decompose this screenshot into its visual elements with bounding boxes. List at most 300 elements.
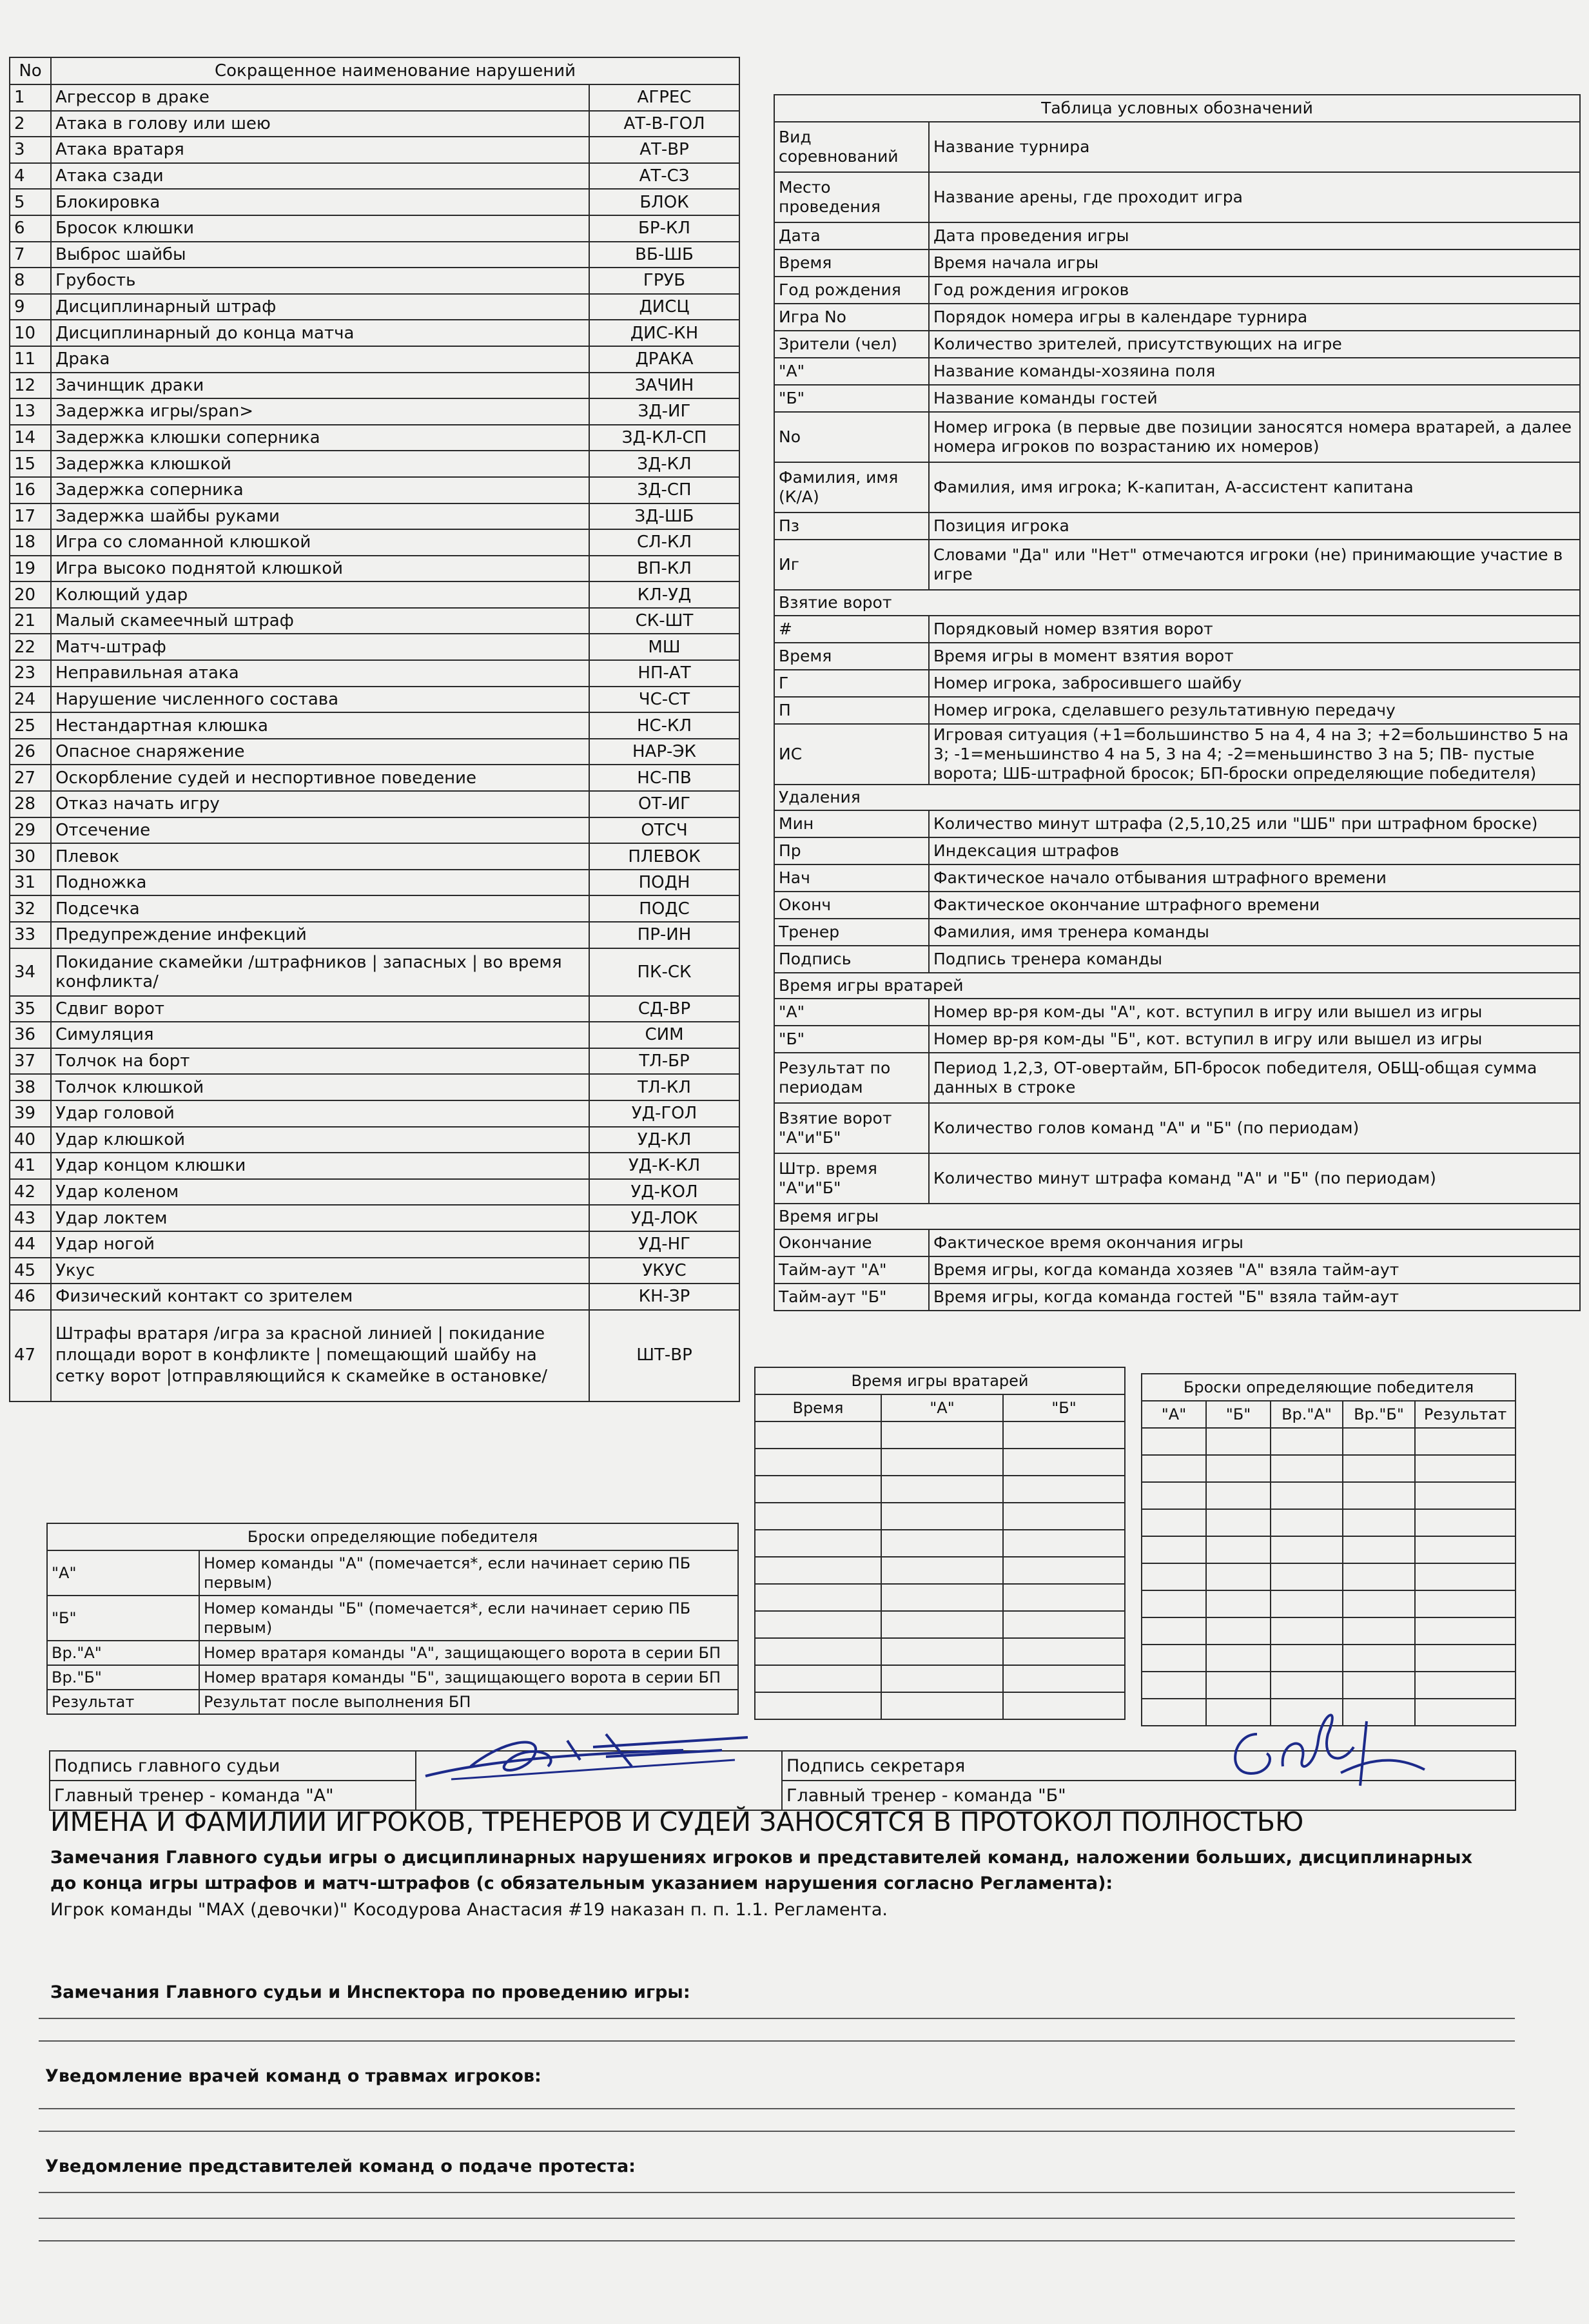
shootout-grid-cell[interactable] [1415, 1428, 1516, 1455]
table-row [774, 590, 1580, 616]
shootout-grid-cell[interactable] [1271, 1645, 1343, 1672]
table-row [774, 785, 1580, 810]
gk-grid-cell[interactable] [1003, 1665, 1125, 1692]
violation-code: УД-КЛ [589, 1127, 739, 1153]
gk-grid-cell[interactable] [755, 1449, 881, 1476]
violation-code: НС-КЛ [589, 712, 739, 739]
shootout-legend-title: Броски определяющие победителя [47, 1523, 738, 1550]
table-row [755, 1503, 1125, 1530]
shootout-grid-cell[interactable] [1206, 1482, 1271, 1509]
violation-name: Подножка [51, 870, 589, 896]
remarks-entry[interactable]: Игрок команды "МАХ (девочки)" Косодурова Анастасия #19 наказан п. п. 1.1. Регламента. [50, 1900, 888, 1920]
gk-grid-cell[interactable] [881, 1611, 1003, 1638]
violation-name: Отказ начать игру [51, 791, 589, 817]
violation-number: 37 [10, 1048, 51, 1075]
shootout-grid-cell[interactable] [1271, 1563, 1343, 1590]
legend-value: Порядок номера игры в календаре турнира [929, 304, 1580, 331]
shootout-grid-cell[interactable] [1415, 1672, 1516, 1699]
violation-code: ПОДН [589, 870, 739, 896]
gk-grid-cell[interactable] [1003, 1611, 1125, 1638]
shootout-grid-cell[interactable] [1343, 1617, 1415, 1645]
violation-name: Толчок на борт [51, 1048, 589, 1075]
gk-grid-cell[interactable] [1003, 1449, 1125, 1476]
table-row [755, 1638, 1125, 1665]
violation-number: 19 [10, 556, 51, 582]
violation-number: 3 [10, 137, 51, 163]
violation-name: Задержка клюшкой [51, 451, 589, 477]
violation-number: 18 [10, 529, 51, 556]
violation-number: 20 [10, 581, 51, 608]
violation-name: Штрафы вратаря /игра за красной линией | покидание площади ворот в конфликте | помещающий шайбу на сетку ворот |отправляющийся к скамейке в остановке/ [51, 1310, 589, 1401]
table-row [10, 1127, 739, 1153]
full-names-notice: ИМЕНА И ФАМИЛИИ ИГРОКОВ, ТРЕНЕРОВ И СУДЕЙ ЗАНОСЯТСЯ В ПРОТОКОЛ ПОЛНОСТЬЮ [50, 1806, 1304, 1837]
shootout-grid-cell[interactable] [1142, 1482, 1206, 1509]
table-row [774, 249, 1580, 277]
legend-value: Количество минут штрафа команд "А" и "Б" (по периодам) [929, 1153, 1580, 1204]
violation-name: Сдвиг ворот [51, 996, 589, 1022]
coach-b-label: Главный тренер - команда "Б" [782, 1781, 1516, 1810]
violation-number: 14 [10, 425, 51, 451]
table-row [10, 765, 739, 791]
shootout-grid-cell[interactable] [1142, 1672, 1206, 1699]
gk-grid-cell[interactable] [881, 1665, 1003, 1692]
shootout-legend-table [46, 1523, 739, 1715]
table-row [774, 892, 1580, 919]
shootout-grid-cell[interactable] [1206, 1617, 1271, 1645]
table-row [774, 946, 1580, 973]
gk-section-title: Время игры вратарей [774, 973, 1580, 999]
legend-key: Год рождения [774, 277, 929, 304]
violation-code: СД-ВР [589, 996, 739, 1022]
violation-number: 1 [10, 84, 51, 111]
shootout-grid-cell[interactable] [1206, 1672, 1271, 1699]
violation-code: ЗД-ИГ [589, 398, 739, 425]
violation-name: Атака вратаря [51, 137, 589, 163]
legend-value: Название команды-хозяина поля [929, 358, 1580, 385]
gk-grid-cell[interactable] [1003, 1638, 1125, 1665]
shootout-grid-cell[interactable] [1343, 1563, 1415, 1590]
table-row [755, 1530, 1125, 1557]
violation-number: 16 [10, 477, 51, 503]
gk-grid-cell[interactable] [881, 1584, 1003, 1611]
table-row [47, 1641, 738, 1665]
shootout-grid-cell[interactable] [1142, 1645, 1206, 1672]
violation-code: МШ [589, 634, 739, 660]
table-row [10, 843, 739, 870]
gk-grid-cell[interactable] [1003, 1584, 1125, 1611]
gk-grid-cell[interactable] [755, 1584, 881, 1611]
table-row [1142, 1645, 1516, 1672]
legend-value: Время игры, когда команда гостей "Б" взяла тайм-аут [929, 1284, 1580, 1311]
shootout-grid-header: Вр."А" [1271, 1401, 1343, 1428]
table-row [774, 697, 1580, 724]
violation-code: ЗД-КЛ-СП [589, 425, 739, 451]
gk-grid-header: Время [755, 1394, 881, 1421]
table-row [10, 189, 739, 215]
table-row [774, 540, 1580, 590]
legend-key: "А" [774, 358, 929, 385]
table-row [774, 95, 1580, 122]
shootout-grid-cell[interactable] [1206, 1563, 1271, 1590]
table-row [774, 1284, 1580, 1311]
table-row [47, 1665, 738, 1690]
table-row [755, 1665, 1125, 1692]
table-row [10, 137, 739, 163]
shootout-grid-cell[interactable] [1142, 1563, 1206, 1590]
table-row [1142, 1482, 1516, 1509]
shootout-grid-cell[interactable] [1271, 1428, 1343, 1455]
legend-value: Номер вр-ря ком-ды "А", кот. вступил в игру или вышел из игры [929, 999, 1580, 1026]
protest-line-2[interactable] [39, 2218, 1515, 2219]
violation-code: ПР-ИН [589, 922, 739, 948]
legend-value: Период 1,2,3, ОТ-овертайм, БП-бросок победителя, ОБЩ-общая сумма данных в строке [929, 1053, 1580, 1103]
table-row [10, 529, 739, 556]
violation-name: Покидание скамейки /штрафников | запасных | во время конфликта/ [51, 948, 589, 996]
legend-value: Индексация штрафов [929, 837, 1580, 864]
legend-key: Взятие ворот "А"и"Б" [774, 1103, 929, 1153]
shootout-grid-cell[interactable] [1142, 1455, 1206, 1482]
shootout-grid-cell[interactable] [1343, 1536, 1415, 1563]
table-row [10, 242, 739, 268]
violation-code: ЗД-ШБ [589, 503, 739, 530]
table-row [1142, 1672, 1516, 1699]
gk-grid-cell[interactable] [755, 1476, 881, 1503]
gk-grid-cell[interactable] [755, 1421, 881, 1449]
table-row [10, 425, 739, 451]
table-row [1142, 1428, 1516, 1455]
legend-key: Результат по периодам [774, 1053, 929, 1103]
table-row [774, 1204, 1580, 1229]
shootout-grid-cell[interactable] [1343, 1482, 1415, 1509]
shootout-legend-key: "А" [47, 1550, 199, 1596]
table-row [10, 451, 739, 477]
shootout-grid-cell[interactable] [1271, 1590, 1343, 1617]
table-row [10, 1205, 739, 1231]
violation-number: 33 [10, 922, 51, 948]
table-row [10, 111, 739, 137]
shootout-grid-header: "А" [1142, 1401, 1206, 1428]
shootout-grid-cell[interactable] [1142, 1590, 1206, 1617]
legend-value: Номер игрока, забросившего шайбу [929, 670, 1580, 697]
shootout-grid-cell[interactable] [1206, 1428, 1271, 1455]
gk-grid-cell[interactable] [881, 1421, 1003, 1449]
table-row [10, 503, 739, 530]
legend-value: Фактическое время окончания игры [929, 1229, 1580, 1256]
table-row [755, 1692, 1125, 1719]
gk-grid-header: "А" [881, 1394, 1003, 1421]
legend-value: Фактическое начало отбывания штрафного времени [929, 864, 1580, 892]
gk-grid-cell[interactable] [755, 1665, 881, 1692]
violation-number: 12 [10, 373, 51, 399]
violation-name: Игра высоко поднятой клюшкой [51, 556, 589, 582]
shootout-grid-cell[interactable] [1343, 1509, 1415, 1536]
violation-name: Удар концом клюшки [51, 1153, 589, 1179]
violation-name: Малый скамеечный штраф [51, 608, 589, 634]
protest-line-3[interactable] [39, 2240, 1515, 2241]
gk-grid-cell[interactable] [755, 1611, 881, 1638]
violation-name: Матч-штраф [51, 634, 589, 660]
shootout-grid-cell[interactable] [1343, 1455, 1415, 1482]
violation-name: Удар клюшкой [51, 1127, 589, 1153]
table-row [774, 864, 1580, 892]
shootout-grid-header: Вр."Б" [1343, 1401, 1415, 1428]
legend-value: Количество зрителей, присутствующих на игре [929, 331, 1580, 358]
table-row [10, 477, 739, 503]
shootout-grid-cell[interactable] [1206, 1590, 1271, 1617]
shootout-legend-key: Вр."А" [47, 1641, 199, 1665]
shootout-grid-cell[interactable] [1343, 1672, 1415, 1699]
table-row [10, 268, 739, 294]
violation-code: ТЛ-КЛ [589, 1074, 739, 1100]
violation-number: 39 [10, 1100, 51, 1127]
violation-number: 24 [10, 687, 51, 713]
table-row [1142, 1374, 1516, 1401]
shootout-grid-cell[interactable] [1206, 1645, 1271, 1672]
shootout-legend-key: Результат [47, 1690, 199, 1714]
legend-value: Номер игрока, сделавшего результативную передачу [929, 697, 1580, 724]
shootout-grid-cell[interactable] [1343, 1645, 1415, 1672]
violation-name: Удар головой [51, 1100, 589, 1127]
gk-grid-cell[interactable] [1003, 1503, 1125, 1530]
table-row [1142, 1536, 1516, 1563]
violations-table [9, 57, 740, 1402]
shootout-grid-cell[interactable] [1271, 1617, 1343, 1645]
gk-grid-cell[interactable] [755, 1503, 881, 1530]
violation-code: ОТ-ИГ [589, 791, 739, 817]
table-row [755, 1367, 1125, 1394]
shootout-grid-cell[interactable] [1142, 1617, 1206, 1645]
protest-line-1[interactable] [39, 2192, 1515, 2193]
violation-code: ЗАЧИН [589, 373, 739, 399]
shootout-grid-cell[interactable] [1343, 1428, 1415, 1455]
table-row [10, 320, 739, 346]
shootout-grid-cell[interactable] [1415, 1645, 1516, 1672]
inspector-line-1[interactable] [39, 2018, 1515, 2019]
table-row [774, 412, 1580, 462]
violation-name: Укус [51, 1258, 589, 1284]
gk-time-grid [754, 1367, 1126, 1720]
table-row [755, 1421, 1125, 1449]
shootout-legend-value: Номер команды "Б" (помечается*, если начинает серию ПБ первым) [199, 1596, 738, 1641]
table-row [774, 810, 1580, 837]
table-row [10, 608, 739, 634]
violation-code: УД-НГ [589, 1231, 739, 1258]
table-row [10, 1074, 739, 1100]
table-row [755, 1394, 1125, 1421]
legend-value: Номер игрока (в первые две позиции заносятся номера вратарей, а далее номера игроков по возрастанию их номеров) [929, 412, 1580, 462]
shootout-grid-cell[interactable] [1415, 1455, 1516, 1482]
shootout-grid-cell[interactable] [1206, 1536, 1271, 1563]
gk-grid-cell[interactable] [1003, 1557, 1125, 1584]
shootout-grid-cell[interactable] [1343, 1590, 1415, 1617]
violation-name: Отсечение [51, 817, 589, 844]
shootout-grid-cell[interactable] [1142, 1509, 1206, 1536]
gk-grid-cell[interactable] [881, 1557, 1003, 1584]
referee-signature-icon [413, 1715, 774, 1792]
legend-key: # [774, 616, 929, 643]
table-row [47, 1596, 738, 1641]
legend-value: Название турнира [929, 122, 1580, 172]
violation-number: 2 [10, 111, 51, 137]
table-row [774, 1153, 1580, 1204]
violation-name: Блокировка [51, 189, 589, 215]
violation-code: ЗД-КЛ [589, 451, 739, 477]
gk-grid-cell[interactable] [1003, 1421, 1125, 1449]
shootout-grid-cell[interactable] [1415, 1482, 1516, 1509]
gk-grid-title: Время игры вратарей [755, 1367, 1125, 1394]
table-row [10, 1048, 739, 1075]
shootout-grid-cell[interactable] [1271, 1482, 1343, 1509]
penalties-section-title: Удаления [774, 785, 1580, 810]
gk-grid-cell[interactable] [755, 1638, 881, 1665]
shootout-grid-cell[interactable] [1142, 1536, 1206, 1563]
gk-grid-cell[interactable] [881, 1638, 1003, 1665]
shootout-grid-cell[interactable] [1415, 1536, 1516, 1563]
header-name: Сокращенное наименование нарушений [51, 57, 739, 84]
violation-number: 22 [10, 634, 51, 660]
shootout-legend-value: Номер команды "А" (помечается*, если начинает серию ПБ первым) [199, 1550, 738, 1596]
secretary-signature-icon [1212, 1695, 1431, 1805]
table-row [755, 1476, 1125, 1503]
legend-key: Тренер [774, 919, 929, 946]
legend-key: Иг [774, 540, 929, 590]
table-row [774, 724, 1580, 785]
legend-key: П [774, 697, 929, 724]
shootout-grid-cell[interactable] [1206, 1455, 1271, 1482]
table-row [774, 1256, 1580, 1284]
table-row [774, 643, 1580, 670]
violation-code: ЧС-СТ [589, 687, 739, 713]
legend-key: Подпись [774, 946, 929, 973]
legend-value: Позиция игрока [929, 513, 1580, 540]
legend-value: Фамилия, имя тренера команды [929, 919, 1580, 946]
violation-code: ДРАКА [589, 346, 739, 373]
shootout-grid-cell[interactable] [1206, 1509, 1271, 1536]
violation-code: БЛОК [589, 189, 739, 215]
header-no: No [10, 57, 51, 84]
gk-grid-cell[interactable] [1003, 1530, 1125, 1557]
time-section-title: Время игры [774, 1204, 1580, 1229]
violation-code: УД-ЛОК [589, 1205, 739, 1231]
violation-code: НП-АТ [589, 660, 739, 687]
shootout-grid-cell[interactable] [1415, 1590, 1516, 1617]
table-row [774, 1026, 1580, 1053]
gk-grid-cell[interactable] [755, 1557, 881, 1584]
legend-value: Номер вр-ря ком-ды "Б", кот. вступил в игру или вышел из игры [929, 1026, 1580, 1053]
gk-grid-cell[interactable] [755, 1530, 881, 1557]
violation-code: АТ-В-ГОЛ [589, 111, 739, 137]
legend-key: Г [774, 670, 929, 697]
shootout-grid-cell[interactable] [1271, 1455, 1343, 1482]
violation-name: Игра со сломанной клюшкой [51, 529, 589, 556]
violation-name: Атака в голову или шею [51, 111, 589, 137]
inspector-remarks-heading: Замечания Главного судьи и Инспектора по проведению игры: [50, 1982, 690, 2002]
violation-number: 43 [10, 1205, 51, 1231]
protest-heading: Уведомление представителей команд о подаче протеста: [45, 2156, 636, 2176]
violation-name: Подсечка [51, 895, 589, 922]
table-row [774, 304, 1580, 331]
legend-key: Дата [774, 222, 929, 249]
shootout-grid-cell[interactable] [1271, 1536, 1343, 1563]
violation-number: 10 [10, 320, 51, 346]
legend-value: Игровая ситуация (+1=большинство 5 на 4, 4 на 3; +2=большинство 5 на 3; -1=меньшинство 4 на 5, 3 на 4; -2=меньшинство 3 на 5; ПВ- пустые ворота; ШБ-штрафной бросок; БП-броски определяющие победителя) [929, 724, 1580, 785]
legend-value: Фактическое окончание штрафного времени [929, 892, 1580, 919]
gk-grid-cell[interactable] [881, 1476, 1003, 1503]
legend-key: Время [774, 643, 929, 670]
violation-number: 13 [10, 398, 51, 425]
gk-grid-cell[interactable] [881, 1503, 1003, 1530]
violation-name: Зачинщик драки [51, 373, 589, 399]
legend-key: Пз [774, 513, 929, 540]
violation-code: УКУС [589, 1258, 739, 1284]
violation-code: ВБ-ШБ [589, 242, 739, 268]
table-row [755, 1449, 1125, 1476]
gk-grid-cell[interactable] [755, 1692, 881, 1719]
legend-value: Словами "Да" или "Нет" отмечаются игроки (не) принимающие участие в игре [929, 540, 1580, 590]
legend-value: Фамилия, имя игрока; К-капитан, А-ассистент капитана [929, 462, 1580, 513]
table-row [10, 870, 739, 896]
legend-key: Оконч [774, 892, 929, 919]
violation-name: Колющий удар [51, 581, 589, 608]
legend-key: Штр. время "А"и"Б" [774, 1153, 929, 1204]
legend-value: Количество минут штрафа (2,5,10,25 или "ШБ" при штрафном броске) [929, 810, 1580, 837]
table-row [10, 556, 739, 582]
legend-value: Дата проведения игры [929, 222, 1580, 249]
violation-number: 38 [10, 1074, 51, 1100]
legend-key: Нач [774, 864, 929, 892]
shootout-grid-cell[interactable] [1142, 1428, 1206, 1455]
goals-section-title: Взятие ворот [774, 590, 1580, 616]
shootout-grid-cell[interactable] [1415, 1563, 1516, 1590]
gk-grid-cell[interactable] [1003, 1476, 1125, 1503]
violation-code: ШТ-ВР [589, 1310, 739, 1401]
table-row [774, 277, 1580, 304]
legend-key: ИС [774, 724, 929, 785]
violation-code: СИМ [589, 1022, 739, 1048]
inspector-line-2[interactable] [39, 2040, 1515, 2042]
violation-name: Удар локтем [51, 1205, 589, 1231]
legend-value: Количество голов команд "А" и "Б" (по периодам) [929, 1103, 1580, 1153]
gk-grid-cell[interactable] [881, 1530, 1003, 1557]
shootout-grid-cell[interactable] [1142, 1699, 1206, 1726]
violation-code: УД-ГОЛ [589, 1100, 739, 1127]
table-row [10, 791, 739, 817]
violation-code: ДИСЦ [589, 294, 739, 320]
violation-number: 26 [10, 739, 51, 765]
violation-code: СЛ-КЛ [589, 529, 739, 556]
coach-a-label: Главный тренер - команда "А" [50, 1781, 416, 1810]
violation-number: 4 [10, 163, 51, 190]
shootout-grid-cell[interactable] [1415, 1617, 1516, 1645]
gk-grid-cell[interactable] [1003, 1692, 1125, 1719]
doctors-line-2[interactable] [39, 2131, 1515, 2132]
table-row [10, 294, 739, 320]
violation-number: 15 [10, 451, 51, 477]
gk-grid-cell[interactable] [881, 1449, 1003, 1476]
doctors-line-1[interactable] [39, 2108, 1515, 2109]
table-row [774, 837, 1580, 864]
shootout-grid-cell[interactable] [1415, 1509, 1516, 1536]
shootout-grid-cell[interactable] [1271, 1509, 1343, 1536]
gk-grid-cell[interactable] [881, 1692, 1003, 1719]
violation-code: ГРУБ [589, 268, 739, 294]
table-row [755, 1557, 1125, 1584]
legend-key: Тайм-аут "А" [774, 1256, 929, 1284]
violation-name: Нестандартная клюшка [51, 712, 589, 739]
violation-number: 41 [10, 1153, 51, 1179]
shootout-grid-cell[interactable] [1271, 1672, 1343, 1699]
legend-key: Вид соревнований [774, 122, 929, 172]
